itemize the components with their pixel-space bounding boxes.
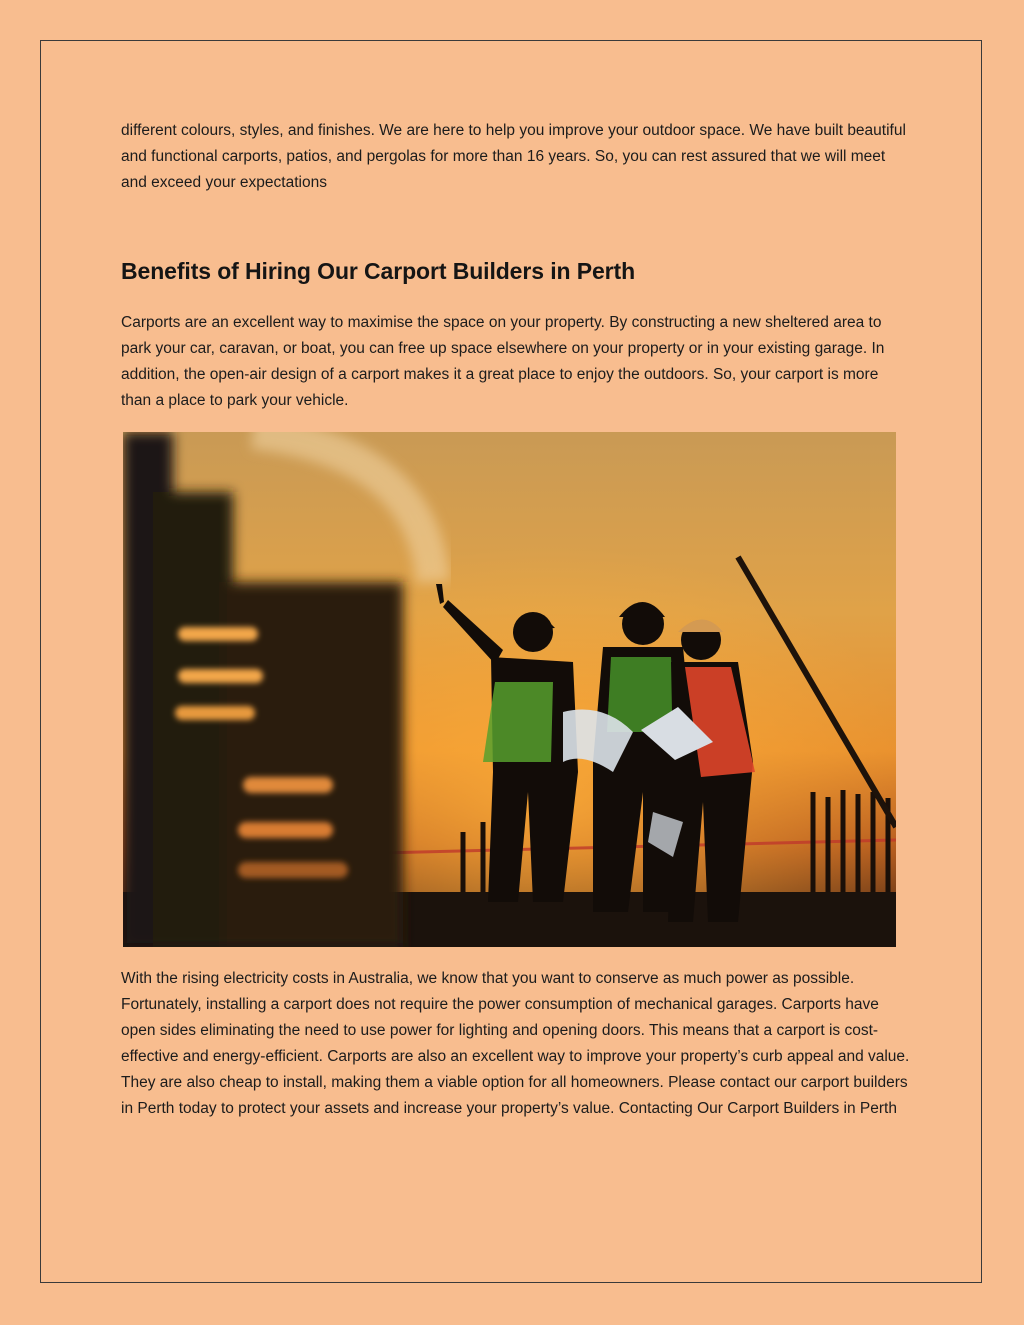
benefits-paragraph: Carports are an excellent way to maximise the space on your property. By constructing a new sheltered area to park your car, caravan, or boat, you can free up space elsewhere on your property or in your existing garage. In addition, the open-air design of a carport makes it a great place to enjoy the outdoors. So, your carport is more than a place to park your vehicle.: [121, 314, 885, 409]
intro-paragraph: different colours, styles, and finishes. We are here to help you improve your outdoor space. We have built beautiful and functional carports, patios, and pergolas for more than 16 years. So, you can rest assured that we will meet and exceed your expectations: [121, 122, 906, 191]
electricity-paragraph: With the rising electricity costs in Australia, we know that you want to conserve as much power as possible. Fortunately, installing a carport does not require the power consumption of mechanical garages. Carports have open sides eliminating the need to use power for lighting and opening doors. This means that a carport is cost-effective and energy-efficient. Carports are also an excellent way to improve your property’s curb appeal and value. They are also cheap to install, making them a viable option for all homeowners. Please contact our carport builders in Perth today to protect your assets and increase your property’s value. Contacting Our Carport Builders in Perth: [121, 970, 910, 1117]
construction-workers-photo: [123, 432, 896, 947]
section-heading: Benefits of Hiring Our Carport Builders in Perth: [121, 258, 636, 284]
